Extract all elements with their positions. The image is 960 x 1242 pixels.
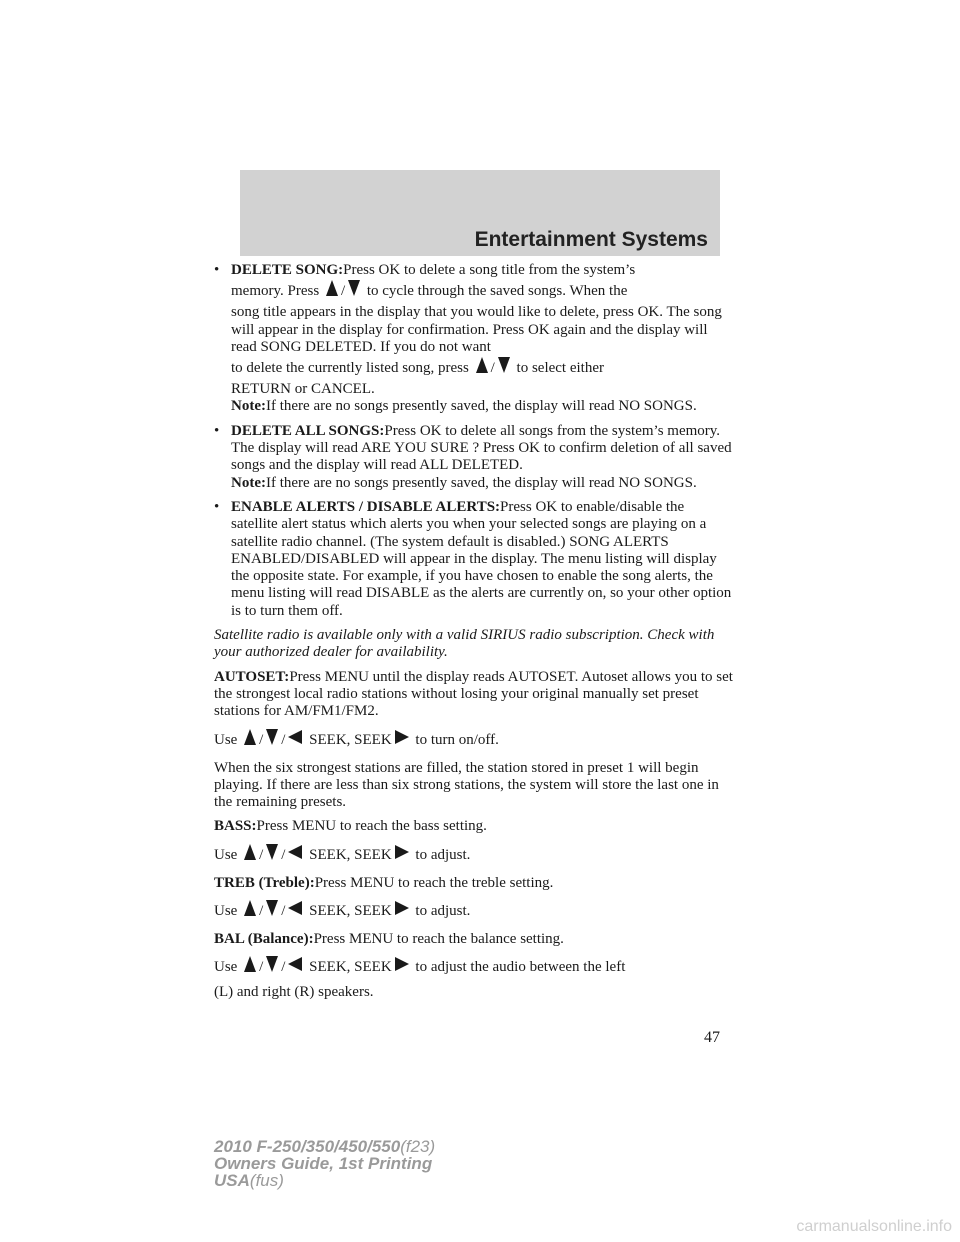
right-arrow-icon	[394, 728, 410, 746]
page-content	[214, 262, 734, 1012]
section-header	[240, 170, 720, 256]
down-arrow-icon	[265, 899, 279, 917]
autoset-controls: Use / / SEEK, SEEK to turn on/off.	[214, 728, 734, 753]
up-arrow-icon	[243, 899, 257, 917]
bass-controls: Use / / SEEK, SEEK to adjust.	[214, 843, 734, 868]
up-arrow-icon	[243, 955, 257, 973]
section-title: Entertainment Systems	[474, 228, 708, 251]
up-arrow-icon	[243, 843, 257, 861]
balance-paragraph: BAL (Balance):Press MENU to reach the balance setting.	[214, 931, 564, 948]
down-arrow-icon	[265, 955, 279, 973]
right-arrow-icon	[394, 955, 410, 973]
up-arrow-icon	[475, 356, 489, 374]
right-arrow-icon	[394, 899, 410, 917]
bullet-delete-song: • DELETE SONG:Press OK to delete a song title from the system’s memory. Press / to cycle through the saved songs. When the song title appears in the display that you would like to delete, press OK. The song will appear in the display for confirmation. Press OK again and the display will read SONG DELETED. If you do not want to delete the currently listed song, press / to select either RETURN or CANCEL. Note:If there are no songs presently saved, the display will read NO SONGS.	[214, 262, 722, 415]
up-arrow-icon	[243, 728, 257, 746]
enable-alerts-label: ENABLE ALERTS / DISABLE ALERTS:	[231, 498, 501, 515]
treble-paragraph: TREB (Treble):Press MENU to reach the treble setting.	[214, 874, 554, 891]
document-footer: 2010 F-250/350/450/550(f23) Owners Guide, 1st Printing USA(fus)	[214, 1137, 436, 1190]
treble-controls: Use / / SEEK, SEEK to adjust.	[214, 899, 734, 924]
up-arrow-icon	[325, 279, 339, 297]
left-arrow-icon	[287, 899, 303, 917]
bullet-delete-all-songs: • DELETE ALL SONGS:Press OK to delete all songs from the system’s memory. The display will read ARE YOU SURE ? Press OK to confirm deletion of all saved songs and the display will read ALL DELETED. Note:If there are no songs presently saved, the display will read NO SONGS.	[214, 422, 732, 491]
page-number: 47	[704, 1029, 720, 1046]
delete-all-songs-label: DELETE ALL SONGS:	[231, 422, 385, 439]
down-arrow-icon	[265, 728, 279, 746]
sirius-note: Satellite radio is available only with a valid SIRIUS radio subscription. Check with your authorized dealer for availability.	[214, 627, 715, 661]
down-arrow-icon	[265, 843, 279, 861]
autoset-paragraph: AUTOSET:Press MENU until the display reads AUTOSET. Autoset allows you to set the strongest local radio stations without losing your original manually set preset stations for AM/FM1/FM2.	[214, 668, 733, 720]
watermark: carmanualsonline.info	[796, 1218, 952, 1235]
left-arrow-icon	[287, 728, 303, 746]
left-arrow-icon	[287, 843, 303, 861]
bullet-enable-alerts: • ENABLE ALERTS / DISABLE ALERTS:Press OK to enable/disable the satellite alert status which alerts you when your selected songs are playing on a satellite radio channel. (The system default is disabled.) SONG ALERTS ENABLED/DISABLED will appear in the display. The menu listing will display the opposite state. For example, if you have chosen to enable the song alerts, the menu listing will read DISABLE as the alerts are currently on, so your other option is to turn them off.	[214, 498, 732, 619]
delete-song-label: DELETE SONG:	[231, 262, 344, 278]
balance-controls: Use / / SEEK, SEEK to adjust the audio between the left (L) and right (R) speakers.	[214, 955, 734, 1005]
left-arrow-icon	[287, 955, 303, 973]
autoset-followup: When the six strongest stations are filled, the station stored in preset 1 will begin playing. If there are less than six strong stations, the system will store the last one in the remaining presets.	[214, 759, 719, 811]
down-arrow-icon	[347, 279, 361, 297]
down-arrow-icon	[497, 356, 511, 374]
right-arrow-icon	[394, 843, 410, 861]
bass-paragraph: BASS:Press MENU to reach the bass setting.	[214, 818, 487, 835]
